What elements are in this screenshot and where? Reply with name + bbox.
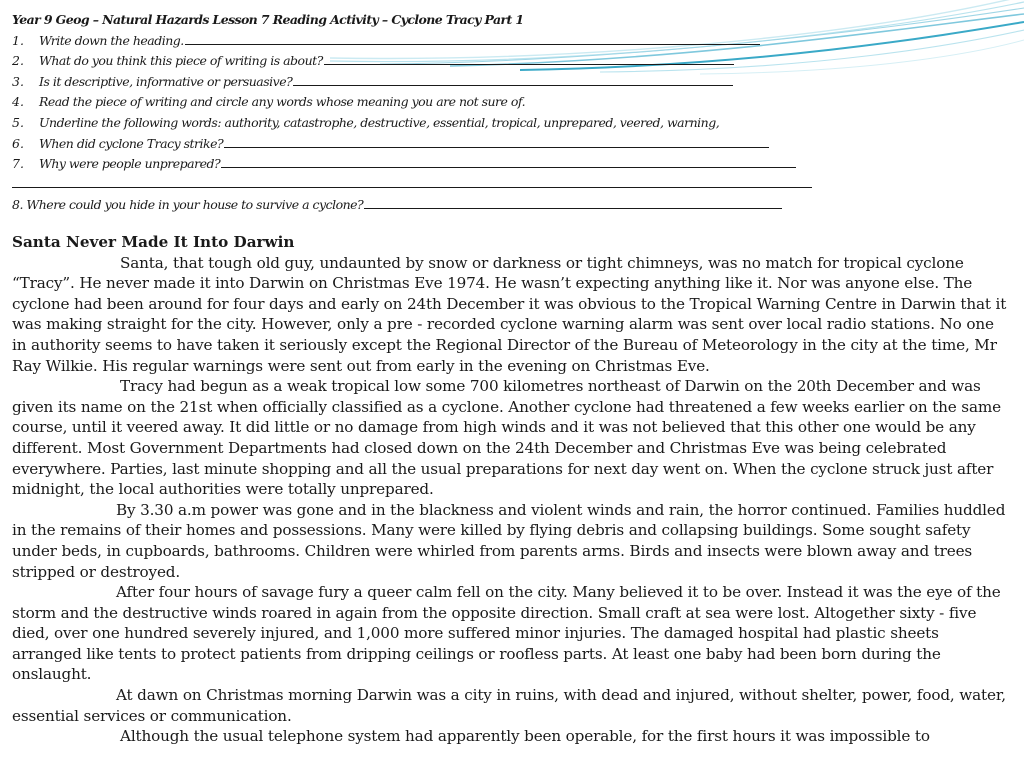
worksheet-title: Year 9 Geog – Natural Hazards Lesson 7 Reading Activity – Cyclone Tracy Part 1: [12, 12, 524, 27]
question-number: 4.: [12, 94, 24, 110]
question-5: [12, 113, 1012, 134]
question-number: 1.: [12, 32, 24, 48]
worksheet-questions: [12, 10, 1012, 216]
question-7-continuation: [12, 175, 1012, 196]
answer-blank[interactable]: [324, 52, 734, 65]
reading-paragraph: Santa, that tough old guy, undaunted by snow or darkness or tight chimneys, was no match for tropical cyclone “Tracy”. He never made it into Darwin on Christmas Eve 1974. He wasn’t expecting anything like it. Nor was anyone else. The cyclone had been around for four days and early on 24th December it was obvious to the Tropical Warning Centre in Darwin that it was making straight for the city. However, only a pre - recorded cyclone warning alarm was sent over local radio stations. No one in authority seems to have taken it seriously except the Regional Director of the Bureau of Meteorology in the city at the time, Mr Ray Wilkie. His regular warnings were sent out from early in the evening on Christmas Eve.: [12, 253, 1007, 375]
answer-blank[interactable]: [224, 135, 769, 148]
question-text: Is it descriptive, informative or persuasive?: [39, 73, 293, 89]
answer-blank[interactable]: [364, 196, 782, 209]
question-text: When did cyclone Tracy strike?: [39, 135, 224, 151]
question-text: 8. Where could you hide in your house to survive a cyclone?: [12, 197, 364, 213]
question-2: [12, 51, 1012, 72]
reading-paragraph: Tracy had begun as a weak tropical low some 700 kilometres northeast of Darwin on the 20th December and was given its name on the 21st when officially classified as a cyclone. Another cyclone had threatened a few weeks earlier on the same course, until it veered away. It did little or no damage from high winds and it was not believed that this other one would be any different. Most Government Departments had closed down on the 24th December and Christmas Eve was being celebrated everywhere. Parties, last minute shopping and all the usual preparations for next day went on. When the cyclone struck just after midnight, the local authorities were totally unprepared.: [12, 377, 1001, 499]
question-number: 5.: [12, 114, 24, 130]
question-text: Read the piece of writing and circle any words whose meaning you are not sure of.: [39, 94, 526, 110]
reading-paragraph: Although the usual telephone system had apparently been operable, for the first hours it was impossible to: [120, 727, 930, 746]
question-text: Underline the following words: authority, catastrophe, destructive, essential, tropical, unprepared, veered, warning,: [39, 114, 720, 130]
answer-blank[interactable]: [293, 73, 733, 86]
answer-blank[interactable]: [221, 155, 796, 168]
question-text: Why were people unprepared?: [39, 156, 221, 172]
question-number: 6.: [12, 135, 24, 151]
question-8: [12, 195, 1012, 216]
question-text: Write down the heading.: [39, 32, 184, 48]
question-text: What do you think this piece of writing is about?: [39, 53, 323, 69]
reading-paragraph: At dawn on Christmas morning Darwin was a city in ruins, with dead and injured, without shelter, power, food, water, essential services or communication.: [12, 686, 1006, 725]
reading-passage: [12, 232, 1012, 747]
question-number: 2.: [12, 53, 24, 69]
reading-paragraph: After four hours of savage fury a queer calm fell on the city. Many believed it to be over. Instead it was the eye of the storm and the destructive winds roared in again from the opposite direction. Small craft at sea were lost. Altogether sixty - five died, over one hundred severely injured, and 1,000 more suffered minor injuries. The damaged hospital had plastic sheets arranged like tents to protect patients from dripping ceilings or roofless parts. At least one baby had been born during the onslaught.: [12, 583, 1001, 684]
question-number: 7.: [12, 156, 24, 172]
reading-paragraph: By 3.30 a.m power was gone and in the blackness and violent winds and rain, the horror continued. Families huddled in the remains of their homes and possessions. Many were killed by flying debris and collapsing buildings. Some sought safety under beds, in cupboards, bathrooms. Children were whirled from parents arms. Birds and insects were blown away and trees stripped or destroyed.: [12, 500, 1006, 581]
question-6: [12, 134, 1012, 155]
answer-blank[interactable]: [12, 175, 812, 188]
question-1: [12, 31, 1012, 52]
answer-blank[interactable]: [185, 32, 760, 45]
reading-title: Santa Never Made It Into Darwin: [12, 233, 295, 251]
question-7: [12, 154, 1012, 175]
question-4: [12, 92, 1012, 113]
question-number: 3.: [12, 73, 24, 89]
question-3: [12, 72, 1012, 93]
